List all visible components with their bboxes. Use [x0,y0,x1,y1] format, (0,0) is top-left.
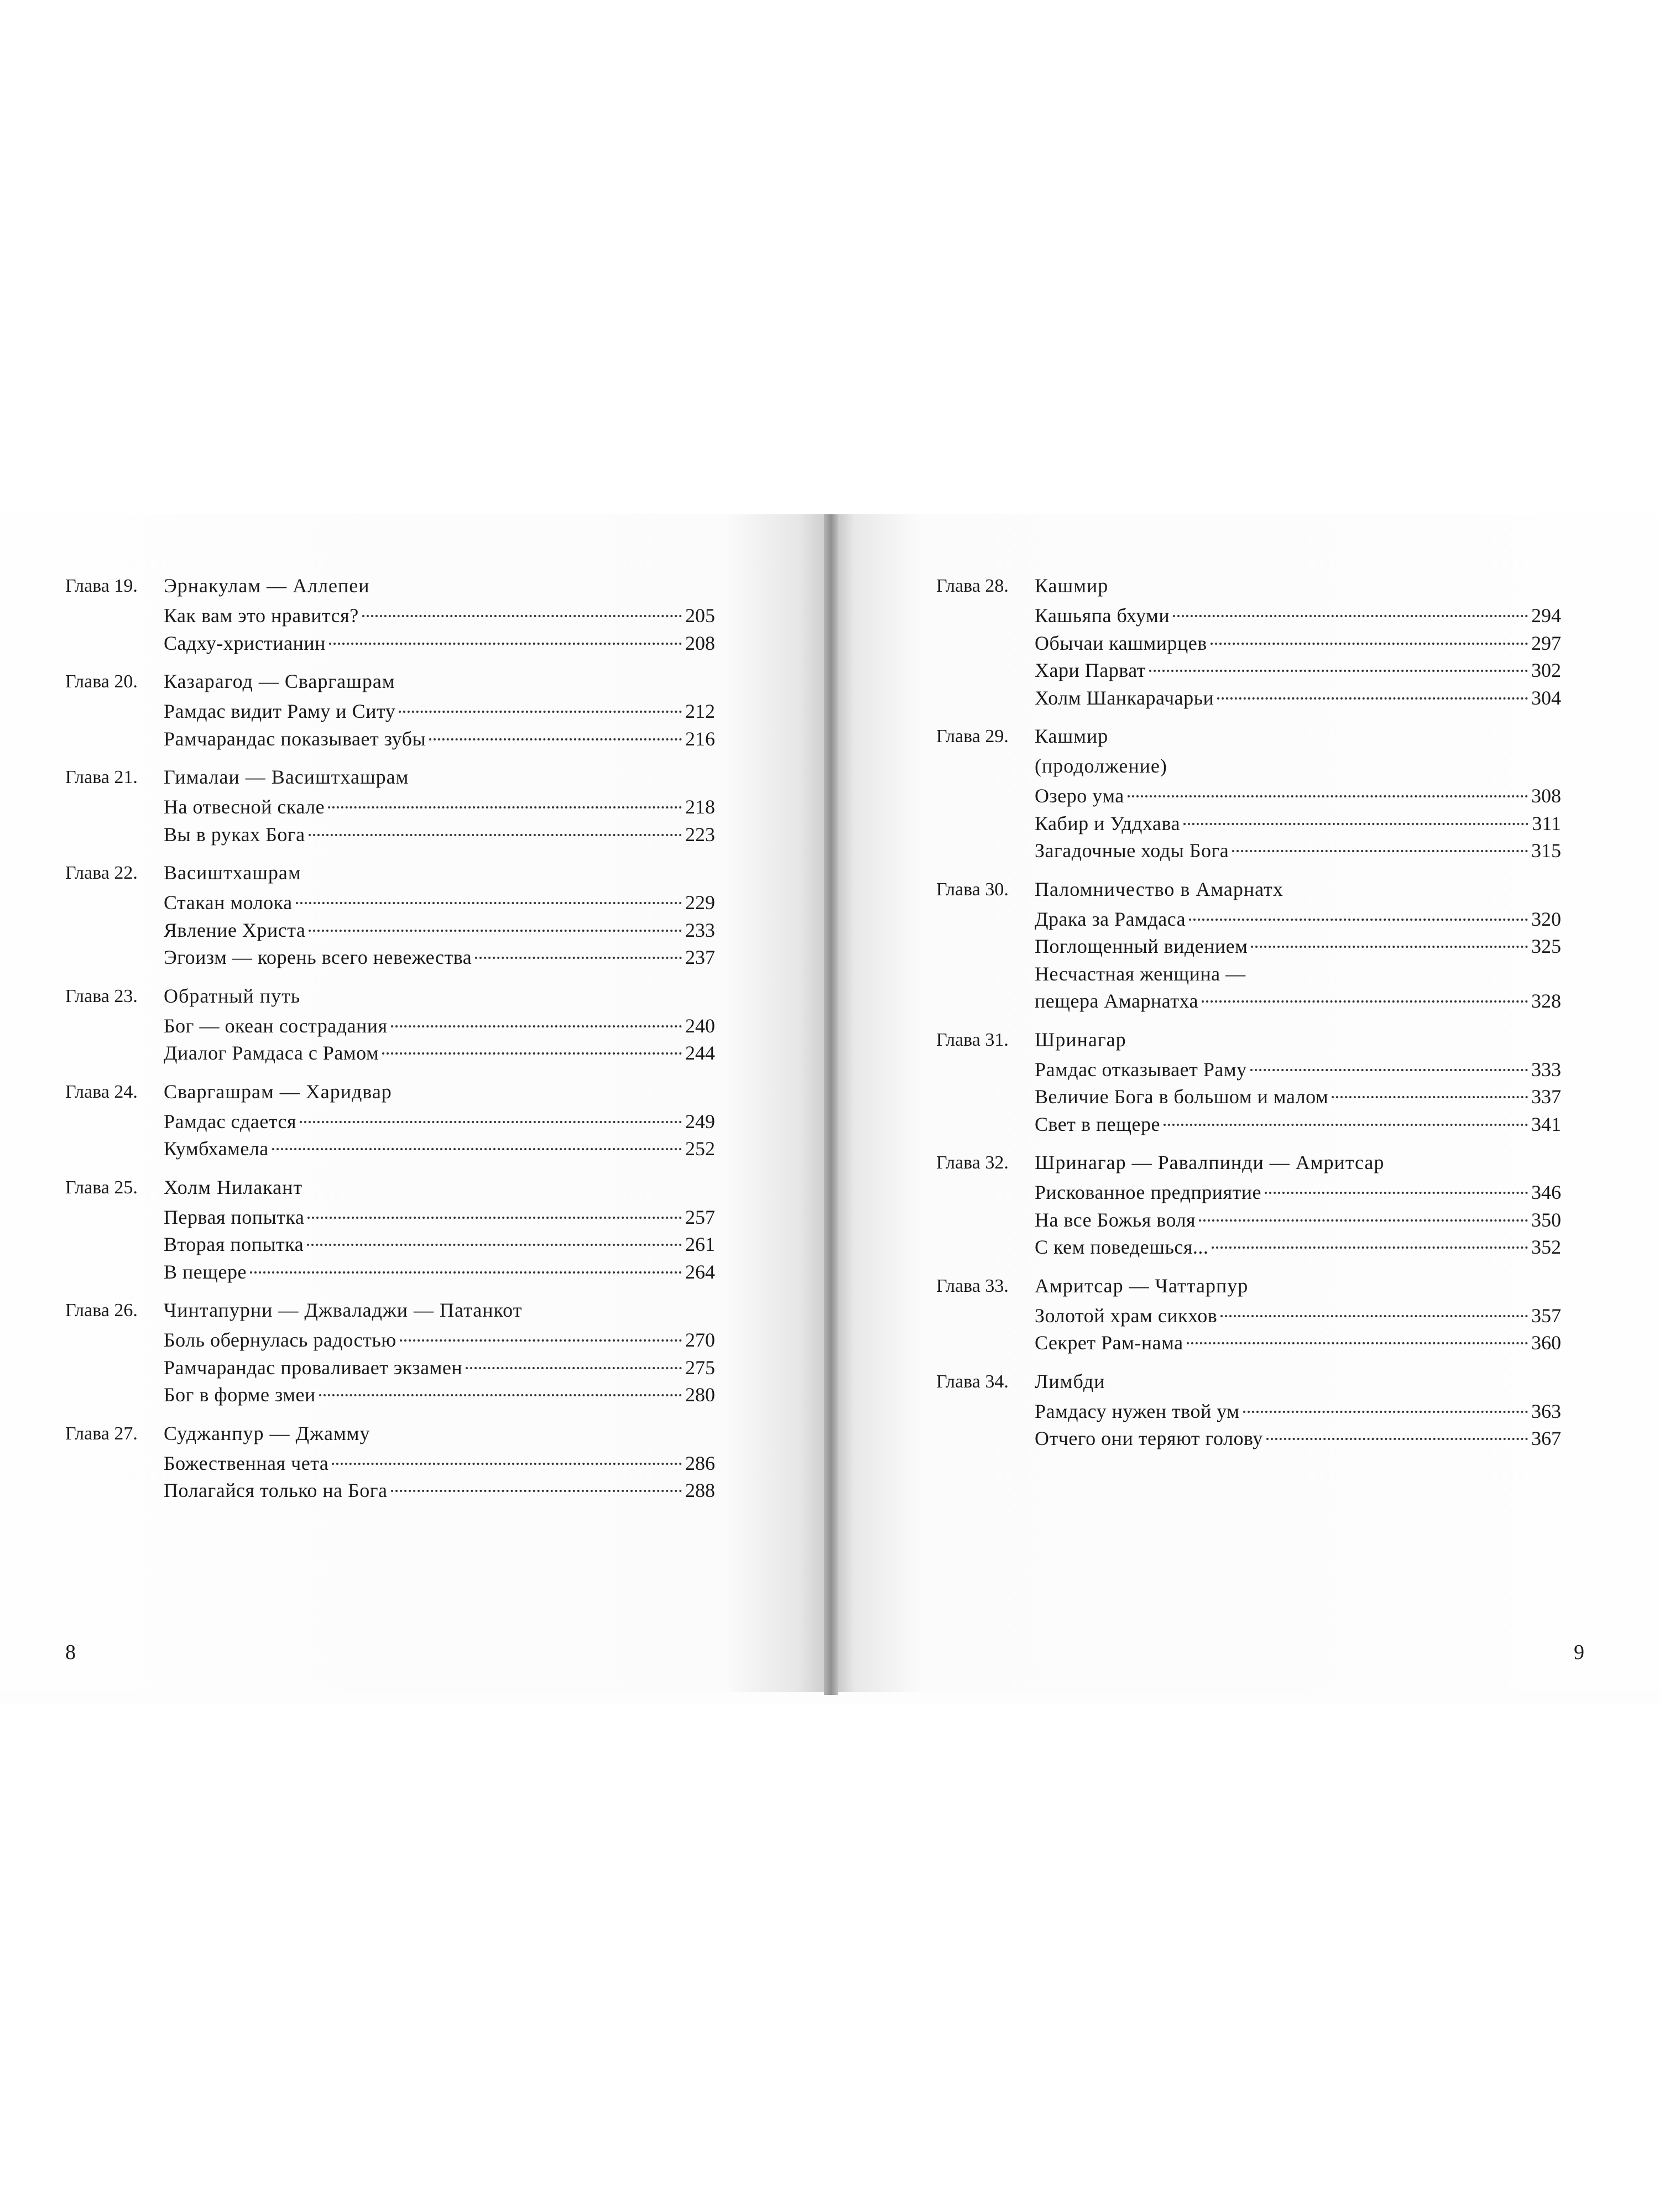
dot-leader [1149,670,1528,672]
chapter-body [1035,1026,1561,1139]
chapter-label: Глава 28. [936,576,1009,596]
dot-leader [1250,1069,1528,1071]
toc-entry [164,1477,715,1505]
entry-page-number: 294 [1531,604,1561,627]
chapter-block [65,983,715,1067]
table-of-contents-right [936,572,1561,1464]
entry-title: Рамчарандас показывает зубы [164,727,426,750]
toc-entry [1035,988,1561,1015]
dot-leader [391,1025,682,1027]
dot-leader [382,1052,682,1055]
chapter-block [65,764,715,848]
toc-entry [1035,1234,1561,1261]
entry-title: Золотой храм сикхов [1035,1304,1218,1327]
entry-page-number: 286 [685,1452,715,1474]
toc-entry [164,917,715,945]
toc-entry [164,1381,715,1409]
toc-entry [164,1108,715,1136]
chapter-title: Васиштхашрам [164,862,301,884]
toc-entry [164,1259,715,1286]
entry-title: Бог в форме змеи [164,1384,316,1406]
entry-page-number: 208 [685,632,715,654]
entry-page-number: 315 [1531,839,1561,862]
entry-title: Драка за Рамдаса [1035,907,1186,930]
chapter-title: Чинтапурни — Джваладжи — Патанкот [164,1299,523,1321]
entry-page-number: 275 [685,1356,715,1379]
chapter-title: Амритсар — Чаттарпур [1035,1274,1249,1297]
chapter-block [65,1174,715,1286]
chapter-label: Глава 19. [65,576,138,596]
entry-page-number: 261 [685,1233,715,1255]
entry-page-number: 249 [685,1110,715,1133]
entry-title: Боль обернулась радостью [164,1329,397,1351]
dot-leader [1332,1096,1528,1098]
dot-leader [1266,1438,1528,1440]
entry-title: Свет в пещере [1035,1113,1160,1135]
entry-title: Загадочные ходы Бога [1035,839,1229,862]
toc-entry [1035,1398,1561,1426]
dot-leader [1183,823,1528,825]
entry-page-number: 288 [685,1479,715,1501]
entry-title: Кабир и Уддхава [1035,812,1180,834]
toc-entry [1035,1425,1561,1453]
chapter-body [164,983,715,1067]
chapter-title: Холм Нилакант [164,1176,303,1198]
page-number: 8 [65,1641,76,1664]
entry-page-number: 264 [685,1260,715,1283]
entry-title: Рамдас видит Раму и Ситу [164,700,396,722]
toc-entry [164,726,715,753]
entry-page-number: 311 [1532,812,1561,834]
dot-leader [1128,795,1528,797]
entry-page-number: 352 [1531,1236,1561,1258]
chapter-label: Глава 26. [65,1300,138,1321]
entry-page-number: 337 [1531,1086,1561,1108]
chapter-title: Шринагар [1035,1028,1126,1051]
toc-entry [1035,1302,1561,1330]
entry-page-number: 357 [1531,1304,1561,1327]
dot-leader [391,1490,682,1492]
chapter-block [936,1272,1561,1357]
entry-title: Стакан молока [164,891,293,914]
toc-entry [1035,630,1561,658]
entry-title: На отвесной скале [164,796,325,818]
dot-leader [1187,1342,1528,1344]
chapter-label: Глава 32. [936,1152,1009,1173]
entry-title: Холм Шанкарачарьи [1035,686,1214,709]
entry-page-number: 270 [685,1329,715,1351]
chapter-body [1035,723,1561,865]
dot-leader [1202,1000,1528,1003]
entry-title: пещера Амарнатха [1035,990,1198,1012]
dot-leader [362,615,682,617]
chapter-title: Казарагод — Сваргашрам [164,670,395,692]
chapter-title: Эрнакулам — Аллепеи [164,575,370,597]
entry-page-number: 320 [1531,907,1561,930]
chapter-label: Глава 20. [65,671,138,692]
chapter-label: Глава 22. [65,863,138,883]
entry-page-number: 367 [1531,1427,1561,1449]
dot-leader [466,1367,682,1369]
chapter-block [65,859,715,972]
chapter-label: Глава 23. [65,985,138,1006]
dot-leader [272,1148,682,1150]
chapter-label: Глава 31. [936,1029,1009,1050]
dot-leader [307,1244,682,1246]
entry-page-number: 229 [685,891,715,914]
chapter-body [1035,572,1561,712]
dot-leader [1251,946,1528,948]
chapter-block [936,1149,1561,1261]
toc-entry [1035,782,1561,810]
entry-title: Вторая попытка [164,1233,304,1255]
toc-entry [1035,1056,1561,1084]
chapter-block [65,1297,715,1409]
dot-leader [1217,697,1528,700]
chapter-label: Глава 29. [936,726,1009,747]
chapter-title: Шринагар — Равалпинди — Амритсар [1035,1151,1385,1173]
chapter-block [65,668,715,753]
toc-entry [1035,1179,1561,1207]
entry-title: Эгоизм — корень всего невежества [164,946,472,968]
chapter-block [65,1420,715,1505]
dot-leader [319,1394,682,1396]
entry-page-number: 216 [685,727,715,750]
toc-entry [164,1327,715,1354]
chapter-label: Глава 34. [936,1371,1009,1392]
toc-entry [1035,837,1561,865]
dot-leader [1232,850,1528,852]
toc-entry [164,821,715,849]
toc-entry [1035,810,1561,838]
dot-leader [296,902,682,904]
entry-page-number: 218 [685,796,715,818]
entry-title: Озеро ума [1035,785,1124,807]
chapter-block [65,572,715,657]
entry-title: Рамдас сдается [164,1110,297,1133]
page-number: 9 [1574,1641,1584,1664]
entry-title-line: Несчастная женщина — [1035,962,1246,985]
entry-title: Божественная чета [164,1452,329,1474]
entry-title: Рамдас отказывает Раму [1035,1058,1247,1081]
toc-entry [164,944,715,972]
chapter-block [936,723,1561,865]
chapter-body [164,572,715,657]
dot-leader [400,1339,682,1342]
entry-page-number: 333 [1531,1058,1561,1081]
toc-entry [164,1354,715,1382]
dot-leader [1189,919,1528,921]
entry-title: Отчего они теряют голову [1035,1427,1263,1449]
entry-title: Рискованное предприятие [1035,1181,1262,1203]
chapter-body [164,764,715,848]
dot-leader [429,738,682,740]
entry-page-number: 233 [685,919,715,941]
table-of-contents-left [65,572,715,1516]
dot-leader [1164,1124,1528,1126]
toc-entry [164,1013,715,1040]
toc-entry [164,630,715,658]
toc-entry [164,1231,715,1259]
toc-entry [1035,657,1561,685]
chapter-body [1035,1368,1561,1453]
dot-leader [328,806,682,808]
entry-title: С кем поведешься... [1035,1236,1209,1258]
chapter-body [164,859,715,972]
entry-title: Бог — океан сострадания [164,1014,388,1037]
entry-title: Явление Христа [164,919,306,941]
entry-page-number: 308 [1531,785,1561,807]
entry-title: Вы в руках Бога [164,823,305,846]
chapter-subtitle: (продолжение) [1035,755,1167,777]
dot-leader [1220,1315,1528,1317]
dot-leader [250,1271,682,1274]
entry-title: Полагайся только на Бога [164,1479,388,1501]
toc-entry [1035,906,1561,933]
book-spread [0,514,1659,1703]
entry-page-number: 325 [1531,935,1561,957]
entry-page-number: 346 [1531,1181,1561,1203]
chapter-label: Глава 33. [936,1275,1009,1296]
dot-leader [1211,643,1528,645]
toc-entry [1035,685,1561,712]
chapter-title: Лимбди [1035,1370,1105,1392]
chapter-label: Глава 30. [936,879,1009,900]
dot-leader [329,643,682,645]
entry-page-number: 237 [685,946,715,968]
entry-title: На все Божья воля [1035,1208,1196,1231]
dot-leader [1265,1192,1528,1194]
entry-title: В пещере [164,1260,247,1283]
chapter-label: Глава 25. [65,1177,138,1198]
chapter-body [164,1297,715,1409]
entry-title: Хари Парват [1035,659,1146,681]
dot-leader [309,834,682,836]
entry-title: Первая попытка [164,1206,305,1228]
chapter-label: Глава 27. [65,1423,138,1444]
chapter-block [936,1026,1561,1139]
entry-page-number: 252 [685,1138,715,1160]
right-page [838,514,1659,1692]
chapter-body [1035,1149,1561,1261]
toc-entry [1035,602,1561,630]
chapter-title: Сваргашрам — Харидвар [164,1080,392,1103]
toc-entry [164,1135,715,1163]
entry-title: Садху-христианин [164,632,326,654]
chapter-label: Глава 21. [65,767,138,787]
toc-entry [164,1204,715,1232]
entry-page-number: 280 [685,1384,715,1406]
chapter-title: Гималаи — Васиштхашрам [164,766,409,788]
chapter-block [936,572,1561,712]
entry-page-number: 304 [1531,686,1561,709]
entry-page-number: 363 [1531,1400,1561,1422]
dot-leader [1212,1246,1528,1249]
toc-entry [1035,1083,1561,1111]
chapter-body [164,668,715,753]
toc-entry [1035,1329,1561,1357]
toc-entry [164,602,715,630]
chapter-block [936,1368,1561,1453]
toc-entry [164,794,715,821]
entry-title: Кашьяпа бхуми [1035,604,1170,627]
entry-title: Как вам это нравится? [164,604,359,627]
chapter-block [936,876,1561,1015]
toc-entry [1035,1207,1561,1234]
entry-page-number: 302 [1531,659,1561,681]
dot-leader [307,1217,682,1219]
entry-title: Кумбхамела [164,1138,269,1160]
entry-title: Рамчарандас проваливает экзамен [164,1356,463,1379]
book-gutter [824,514,838,1695]
chapter-body [164,1174,715,1286]
entry-page-number: 297 [1531,632,1561,654]
entry-page-number: 257 [685,1206,715,1228]
entry-page-number: 328 [1531,990,1561,1012]
chapter-body [1035,1272,1561,1357]
entry-title: Диалог Рамдаса с Рамом [164,1042,379,1064]
entry-title: Величие Бога в большом и малом [1035,1086,1329,1108]
dot-leader [399,711,682,713]
dot-leader [1199,1219,1528,1222]
entry-page-number: 341 [1531,1113,1561,1135]
dot-leader [332,1463,682,1465]
dot-leader [475,957,682,959]
chapter-title: Паломничество в Амарнатх [1035,878,1284,900]
toc-entry [1035,933,1561,961]
chapter-title: Обратный путь [164,984,301,1007]
chapter-title: Суджанпур — Джамму [164,1422,371,1444]
dot-leader [1243,1411,1528,1413]
entry-title: Секрет Рам-нама [1035,1332,1183,1354]
dot-leader [309,930,682,932]
left-page [0,514,824,1692]
toc-entry [164,889,715,917]
entry-page-number: 360 [1531,1332,1561,1354]
entry-title: Поглощенный видением [1035,935,1248,957]
toc-entry [1035,1111,1561,1139]
chapter-title: Кашмир [1035,725,1109,747]
entry-page-number: 350 [1531,1208,1561,1231]
entry-page-number: 223 [685,823,715,846]
toc-entry [164,698,715,726]
chapter-body [1035,876,1561,1015]
entry-page-number: 205 [685,604,715,627]
entry-title: Обычаи кашмирцев [1035,632,1207,654]
chapter-body [164,1078,715,1163]
entry-page-number: 244 [685,1042,715,1064]
dot-leader [1173,615,1528,617]
toc-entry [164,1450,715,1478]
entry-page-number: 240 [685,1014,715,1037]
chapter-block [65,1078,715,1163]
chapter-label: Глава 24. [65,1081,138,1102]
chapter-body [164,1420,715,1505]
entry-title: Рамдасу нужен твой ум [1035,1400,1240,1422]
chapter-title: Кашмир [1035,575,1109,597]
dot-leader [300,1121,682,1123]
entry-page-number: 212 [685,700,715,722]
toc-entry [164,1040,715,1067]
